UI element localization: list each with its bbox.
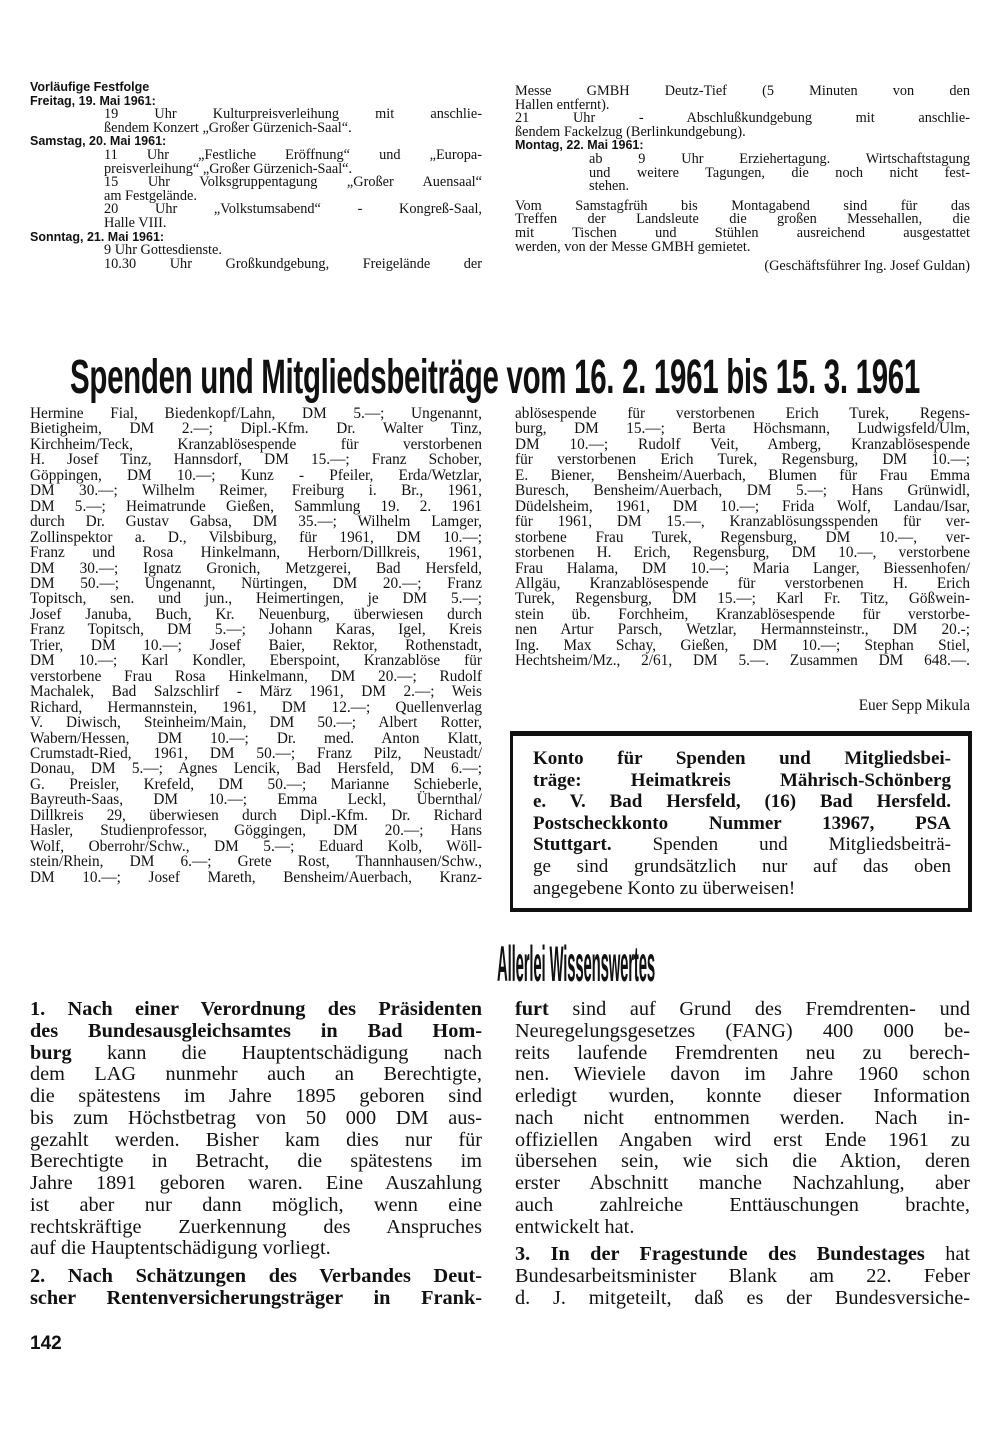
body-text: nen. Wieviele davon im Jahre 1960 schon bbox=[515, 1063, 970, 1086]
text-line bbox=[30, 854, 482, 869]
body-text: Treffen der Landsleute die großen Messehallen, die bbox=[515, 211, 970, 228]
text-line bbox=[533, 770, 951, 792]
body-text: stein üb. Forchheim, Kranzablösespende für verstorbe- bbox=[515, 605, 970, 623]
text-line bbox=[30, 839, 482, 854]
text-line bbox=[30, 1238, 482, 1260]
text-line bbox=[515, 437, 970, 452]
body-text: Messe GMBH Deutz-Tief (5 Minuten von den bbox=[515, 83, 970, 99]
body-text: Donau, DM 5.—; Agnes Lencik, Bad Hersfeld, DM 6.—; bbox=[30, 760, 482, 778]
text-line bbox=[30, 530, 482, 545]
text-line bbox=[30, 638, 482, 653]
body-text: DM 10.—; Rudolf Veit, Amberg, Kranzablösespende bbox=[515, 435, 970, 453]
text-line bbox=[30, 622, 482, 637]
body-text: auch zahlreiche Enttäuschungen brachte, bbox=[515, 1193, 970, 1216]
body-text: DM 10.—; Karl Kondler, Eberspoint, Kranzablöse für bbox=[30, 652, 482, 670]
body-text: Machalek, Bad Salzschlirf - März 1961, DM 2.—; Weis bbox=[30, 683, 482, 701]
bold-text: 2. Nach Schätzungen des Verbandes Deut- bbox=[30, 1265, 482, 1287]
article-column-right bbox=[515, 999, 970, 1310]
body-text: Zollinspektor a. D., Vilsbiburg, für 1961, DM 10.—; bbox=[30, 528, 482, 546]
body-text: 11 Uhr „Festliche Eröffnung“ und „Europa- bbox=[104, 146, 482, 163]
body-text: Franz und Rosa Hinkelmann, Herborn/Dillkreis, 1961, bbox=[30, 544, 482, 562]
text-line bbox=[515, 499, 970, 514]
body-text: ge sind grundsätzlich nur auf das oben bbox=[533, 855, 951, 877]
text-line bbox=[30, 792, 482, 807]
text-line bbox=[30, 255, 482, 272]
text-line bbox=[30, 576, 482, 591]
text-line bbox=[30, 214, 482, 231]
body-text: für verstorbenen Erich Turek, Regensburg, DM 10.—; bbox=[515, 451, 970, 469]
text-line bbox=[30, 545, 482, 560]
festival-program-right bbox=[515, 85, 970, 274]
body-text: und weitere Tagungen, die noch nicht fest- bbox=[589, 164, 970, 181]
text-line bbox=[515, 421, 970, 436]
body-text: am Festgelände. bbox=[104, 187, 197, 204]
body-text: 20 Uhr „Volkstumsabend“ - Kongreß-Saal, bbox=[104, 201, 482, 218]
text-line bbox=[515, 653, 970, 668]
text-line bbox=[515, 1195, 970, 1217]
body-text: Franz Topitsch, DM 5.—; Johann Karas, Igel, Kreis bbox=[30, 621, 482, 639]
text-line bbox=[515, 468, 970, 483]
body-text: übersehen sein, wie sich die Aktion, deren bbox=[515, 1150, 970, 1173]
text-line bbox=[30, 1043, 482, 1065]
body-text: Berechtigte in Betracht, die spätestens im bbox=[30, 1150, 482, 1173]
text-line bbox=[515, 164, 970, 181]
text-line bbox=[515, 530, 970, 545]
text-line bbox=[30, 1151, 482, 1173]
text-line bbox=[30, 514, 482, 529]
article-column-left bbox=[30, 999, 482, 1310]
bold-text: Postscheckkonto Nummer 13967, PSA bbox=[533, 812, 951, 834]
text-line bbox=[515, 1130, 970, 1152]
body-text: Vom Samstagfrüh bis Montagabend sind für das bbox=[515, 197, 970, 214]
bold-text: Konto für Spenden und Mitgliedsbei- bbox=[533, 748, 951, 769]
body-text: nen Artur Parsch, Wetzlar, Hermannsteinstr., DM 20.-; bbox=[515, 621, 970, 639]
body-text: Allgäu, Kranzablösespende für verstorbenen H. Erich bbox=[515, 574, 970, 592]
text-line bbox=[533, 748, 951, 770]
bold-text: 3. In der Fragestunde des Bundestages bbox=[515, 1243, 925, 1266]
section-heading bbox=[30, 231, 482, 245]
body-text: DM 10.—; Josef Mareth, Bensheim/Auerbach, Kranz- bbox=[30, 868, 482, 886]
text-line bbox=[30, 607, 482, 622]
body-text: Bayreuth-Saas, DM 10.—; Emma Leckl, Übernthal/ bbox=[30, 791, 482, 809]
text-line bbox=[30, 684, 482, 699]
text-line bbox=[30, 999, 482, 1021]
body-text: G. Preisler, Krefeld, DM 50.—; Marianne Schieberle, bbox=[30, 775, 482, 793]
text-line bbox=[515, 452, 970, 467]
text-line bbox=[30, 1108, 482, 1130]
bold-text: Sonntag, 21. Mai 1961: bbox=[30, 229, 165, 244]
body-text: Hasler, Studienprofessor, Göggingen, DM 20.—; Hans bbox=[30, 822, 482, 840]
bold-text: des Bundesausgleichsamtes in Bad Hom- bbox=[30, 1019, 482, 1042]
text-line bbox=[30, 119, 482, 136]
body-text: werden, von der Messe GMBH gemietet. bbox=[515, 238, 751, 255]
body-text: ist aber nur dann möglich, wenn eine bbox=[30, 1193, 482, 1216]
text-line bbox=[30, 823, 482, 838]
text-line bbox=[30, 591, 482, 606]
text-line bbox=[30, 483, 482, 498]
account-info-box bbox=[510, 731, 972, 912]
body-text: Düdelsheim, 1961, DM 10.—; Frida Wolf, Landau/Isar, bbox=[515, 497, 970, 515]
text-line bbox=[30, 1021, 482, 1043]
body-text: gezahlt werden. Bisher kam dies nur für bbox=[30, 1128, 482, 1151]
text-line bbox=[533, 834, 951, 856]
body-text: Richard, Hermannstein, 1961, DM 12.—; Quellenverlag bbox=[30, 698, 482, 716]
text-line bbox=[30, 1130, 482, 1152]
body-text: die spätestens im Jahre 1895 geboren sind bbox=[30, 1085, 482, 1107]
body-text: E. Biener, Bensheim/Auerbach, Blumen für Frau Emma bbox=[515, 466, 970, 484]
text-line bbox=[515, 1021, 970, 1043]
body-text: verstorbene Frau Rosa Hinkelmann, DM 20.—; Rudolf bbox=[30, 667, 482, 685]
body-text: 10.30 Uhr Großkundgebung, Freigelände der bbox=[104, 255, 482, 272]
text-line bbox=[515, 1244, 970, 1266]
knowledge-headline: Allerlei Wissenswertes bbox=[497, 936, 655, 992]
text-line bbox=[515, 180, 970, 194]
body-text: auf die Hauptentschädigung vorliegt. bbox=[30, 1237, 331, 1260]
text-line bbox=[515, 1043, 970, 1065]
text-line bbox=[533, 856, 951, 878]
body-text: Dillkreis 29, überwiesen durch Dipl.-Kfm. Dr. Richard bbox=[30, 806, 482, 824]
text-line bbox=[515, 1266, 970, 1288]
text-line bbox=[30, 176, 482, 190]
text-line bbox=[30, 561, 482, 576]
body-text: offiziellen Angaben wird erst Ende 1961 zu bbox=[515, 1128, 970, 1151]
text-line bbox=[515, 514, 970, 529]
text-line bbox=[30, 406, 482, 421]
text-line bbox=[515, 406, 970, 421]
text-line bbox=[30, 808, 482, 823]
text-line bbox=[30, 870, 482, 885]
text-line bbox=[515, 238, 970, 255]
text-line bbox=[30, 1288, 482, 1310]
text-line bbox=[30, 700, 482, 715]
text-line bbox=[30, 746, 482, 761]
text-line bbox=[30, 452, 482, 467]
text-line bbox=[533, 791, 951, 813]
text-line bbox=[30, 777, 482, 792]
body-text: erledigt wurden, konnte dieser Information bbox=[515, 1085, 970, 1107]
text-line bbox=[30, 468, 482, 483]
body-text: 19 Uhr Kulturpreisverleihung mit anschlie- bbox=[104, 106, 482, 123]
body-text: Halle VIII. bbox=[104, 214, 167, 231]
body-text: burg, DM 15.—; Berta Höchsmann, Ludwigsfeld/Ulm, bbox=[515, 420, 970, 438]
body-text: DM 30.—; Wilhelm Reimer, Freiburg i. Br., 1961, bbox=[30, 482, 482, 500]
text-line bbox=[515, 622, 970, 637]
body-text: ablösespende für verstorbenen Erich Turek, Regens- bbox=[515, 405, 970, 422]
text-line bbox=[515, 483, 970, 498]
text-line bbox=[30, 203, 482, 217]
bold-text: furt bbox=[515, 998, 549, 1020]
body-text: durch Dr. Gustav Gabsa, DM 35.—; Wilhelm Lamger, bbox=[30, 513, 482, 531]
body-text: 9 Uhr Gottesdienste. bbox=[104, 242, 222, 259]
body-text: storbene Frau Turek, Regensburg, DM 10.—, ver- bbox=[515, 528, 970, 546]
text-line bbox=[30, 1195, 482, 1217]
body-text: erster Abschnitt manche Nachzahlung, aber bbox=[515, 1172, 970, 1194]
body-text: rechtskräftige Zuerkennung des Anspruches bbox=[30, 1215, 482, 1238]
text-line bbox=[30, 1086, 482, 1108]
donations-list-right bbox=[515, 406, 970, 669]
body-text: Neuregelungsgesetzes (FANG) 400 000 be- bbox=[515, 1019, 970, 1042]
festival-program-left bbox=[30, 81, 482, 271]
body-text: DM 50.—; Ungenannt, Nürtingen, DM 20.—; Franz bbox=[30, 574, 482, 592]
body-text: nach nicht entnommen werden. Nach in- bbox=[515, 1106, 970, 1129]
signature: Euer Sepp Mikula bbox=[858, 697, 970, 714]
bold-text: e. V. Bad Hersfeld, (16) Bad Hersfeld. bbox=[533, 791, 951, 813]
text-line bbox=[30, 1217, 482, 1239]
body-text: DM 30.—; Ignatz Gronich, Metzgerei, Bad Hersfeld, bbox=[30, 559, 482, 577]
body-text: Wolf, Oberrohr/Schw., DM 5.—; Eduard Kolb, Wöll- bbox=[30, 837, 482, 855]
body-text: Trier, DM 10.—; Josef Baier, Rektor, Rothenstadt, bbox=[30, 636, 482, 654]
section-heading bbox=[30, 81, 482, 95]
text-line bbox=[515, 1173, 970, 1195]
body-text: Ing. Max Schay, Gießen, DM 10.—; Stephan Stiel, bbox=[515, 636, 970, 654]
body-text: kann die Hauptentschädigung nach bbox=[71, 1041, 482, 1064]
body-text: hat bbox=[924, 1243, 970, 1266]
text-line bbox=[515, 1086, 970, 1108]
body-text: Hallen entfernt). bbox=[515, 96, 610, 113]
text-line bbox=[30, 653, 482, 668]
body-text: DM 5.—; Heimatrunde Gießen, Sammlung 19. 2. 1961 bbox=[30, 497, 482, 515]
body-text: angegebene Konto zu überweisen! bbox=[533, 877, 796, 899]
body-text: ßendem Konzert „Großer Gürzenich-Saal“. bbox=[104, 119, 352, 136]
bold-text: Stuttgart. bbox=[533, 834, 612, 856]
bold-text: burg bbox=[30, 1041, 72, 1064]
bold-text: Samstag, 20. Mai 1961: bbox=[30, 134, 167, 149]
text-line bbox=[515, 1288, 970, 1310]
text-line bbox=[515, 123, 970, 140]
donations-list-left bbox=[30, 406, 482, 885]
body-text: Hermine Fial, Biedenkopf/Lahn, DM 5.—; Ungenannt, bbox=[30, 405, 482, 422]
text-line bbox=[533, 878, 951, 900]
body-text: Hechtsheim/Mz., 2/61, DM 5.—. Zusammen DM 648.—. bbox=[515, 652, 970, 670]
bold-text: träge: Heimatkreis Mährisch-Schönberg bbox=[533, 769, 951, 791]
body-text: 15 Uhr Volksgruppentagung „Großer Auensaal“ bbox=[104, 174, 482, 191]
body-text: sind auf Grund des Fremdrenten- und bbox=[548, 998, 970, 1020]
body-text: storbenen H. Erich, Regensburg, DM 10.—, verstorbene bbox=[515, 544, 970, 562]
body-text: reits laufende Fremdrenten neu zu berech- bbox=[515, 1041, 970, 1064]
body-text: entwickelt hat. bbox=[515, 1215, 635, 1238]
text-line bbox=[515, 1151, 970, 1173]
body-text: bis zum Höchstbetrag von 50 000 DM aus- bbox=[30, 1106, 482, 1129]
text-line bbox=[30, 731, 482, 746]
body-text: Kirchheim/Teck, Kranzablösespende für verstorbenen bbox=[30, 435, 482, 453]
body-text: Spenden und Mitgliedsbeiträ- bbox=[611, 834, 951, 856]
body-text: Topitsch, sen. und jun., Heimertingen, je DM 5.—; bbox=[30, 590, 482, 608]
bold-text: scher Rentenversicherungsträger in Frank- bbox=[30, 1286, 482, 1309]
donations-headline: Spenden und Mitgliedsbeiträge vom 16. 2. 1961 bis 15. 3. 1961 bbox=[70, 351, 920, 404]
body-text: mit Tischen und Stühlen ausreichend ausgestattet bbox=[515, 224, 970, 241]
text-line bbox=[515, 1217, 970, 1239]
body-text: Jahre 1891 geboren waren. Eine Auszahlung bbox=[30, 1172, 482, 1194]
body-text: H. Josef Tinz, Hannsdorf, DM 15.—; Franz Schober, bbox=[30, 451, 482, 469]
body-text: 21 Uhr - Abschlußkundgebung mit anschlie- bbox=[515, 110, 970, 127]
body-text: Bietigheim, DM 2.—; Dipl.-Kfm. Dr. Walter Tinz, bbox=[30, 420, 482, 438]
body-text: Turek, Regensburg, DM 15.—; Karl Fr. Titz, Gößwein- bbox=[515, 590, 970, 608]
text-line bbox=[515, 576, 970, 591]
text-line bbox=[30, 1064, 482, 1086]
body-text: ab 9 Uhr Erziehertagung. Wirtschaftstagung bbox=[589, 150, 970, 167]
body-text: Frau Halama, DM 10.—; Maria Langer, Biessenhofen/ bbox=[515, 559, 970, 577]
bold-text: Montag, 22. Mai 1961: bbox=[515, 138, 644, 153]
text-line bbox=[30, 669, 482, 684]
bold-text: Freitag, 19. Mai 1961: bbox=[30, 93, 156, 108]
text-line bbox=[515, 999, 970, 1021]
text-line bbox=[30, 761, 482, 776]
text-line bbox=[30, 499, 482, 514]
body-text: Göppingen, DM 10.—; Kunz - Pfeiler, Erda/Wetzlar, bbox=[30, 466, 482, 484]
body-text: Wabern/Hessen, DM 10.—; Dr. med. Anton Klatt, bbox=[30, 729, 482, 747]
text-line bbox=[515, 545, 970, 560]
body-text: preisverleihung“ „Großer Gürzenich-Saal“. bbox=[104, 160, 353, 177]
text-line bbox=[515, 1064, 970, 1086]
page-number: 142 bbox=[30, 1333, 62, 1354]
text-line bbox=[515, 260, 970, 274]
body-text: stehen. bbox=[589, 178, 630, 195]
body-text: ßendem Fackelzug (Berlinkundgebung). bbox=[515, 123, 746, 140]
body-text: stein/Rhein, DM 6.—; Grete Rost, Thannhausen/Schw., bbox=[30, 853, 482, 871]
bold-text: Vorläufige Festfolge bbox=[30, 80, 150, 94]
text-line bbox=[533, 813, 951, 835]
body-text: für 1961, DM 15.—, Kranzablösungsspenden für ver- bbox=[515, 513, 970, 531]
text-line bbox=[30, 1173, 482, 1195]
body-text: Buresch, Bensheim/Auerbach, DM 5.—; Hans Grünwidl, bbox=[515, 482, 970, 500]
body-text: Crumstadt-Ried, 1961, DM 50.—; Franz Pilz, Neustadt/ bbox=[30, 744, 482, 762]
text-line bbox=[30, 421, 482, 436]
body-text: d. J. mitgeteilt, daß es der Bundesversiche- bbox=[515, 1286, 970, 1309]
text-line bbox=[515, 638, 970, 653]
body-text: Bundesarbeitsminister Blank am 22. Feber bbox=[515, 1265, 970, 1287]
text-line bbox=[515, 591, 970, 606]
account-info-text bbox=[533, 748, 951, 899]
bold-text: 1. Nach einer Verordnung des Präsidenten bbox=[30, 998, 482, 1020]
body-text: (Geschäftsführer Ing. Josef Guldan) bbox=[764, 258, 970, 275]
text-line bbox=[30, 437, 482, 452]
text-line bbox=[515, 561, 970, 576]
text-line bbox=[515, 607, 970, 622]
text-line bbox=[30, 1266, 482, 1288]
body-text: dem LAG nunmehr auch an Berechtigte, bbox=[30, 1063, 482, 1086]
text-line bbox=[515, 1108, 970, 1130]
text-line bbox=[30, 715, 482, 730]
body-text: V. Diwisch, Steinheim/Main, DM 50.—; Albert Rotter, bbox=[30, 714, 482, 732]
body-text: Josef Januba, Buch, Kr. Neuenburg, überwiesen durch bbox=[30, 605, 482, 623]
